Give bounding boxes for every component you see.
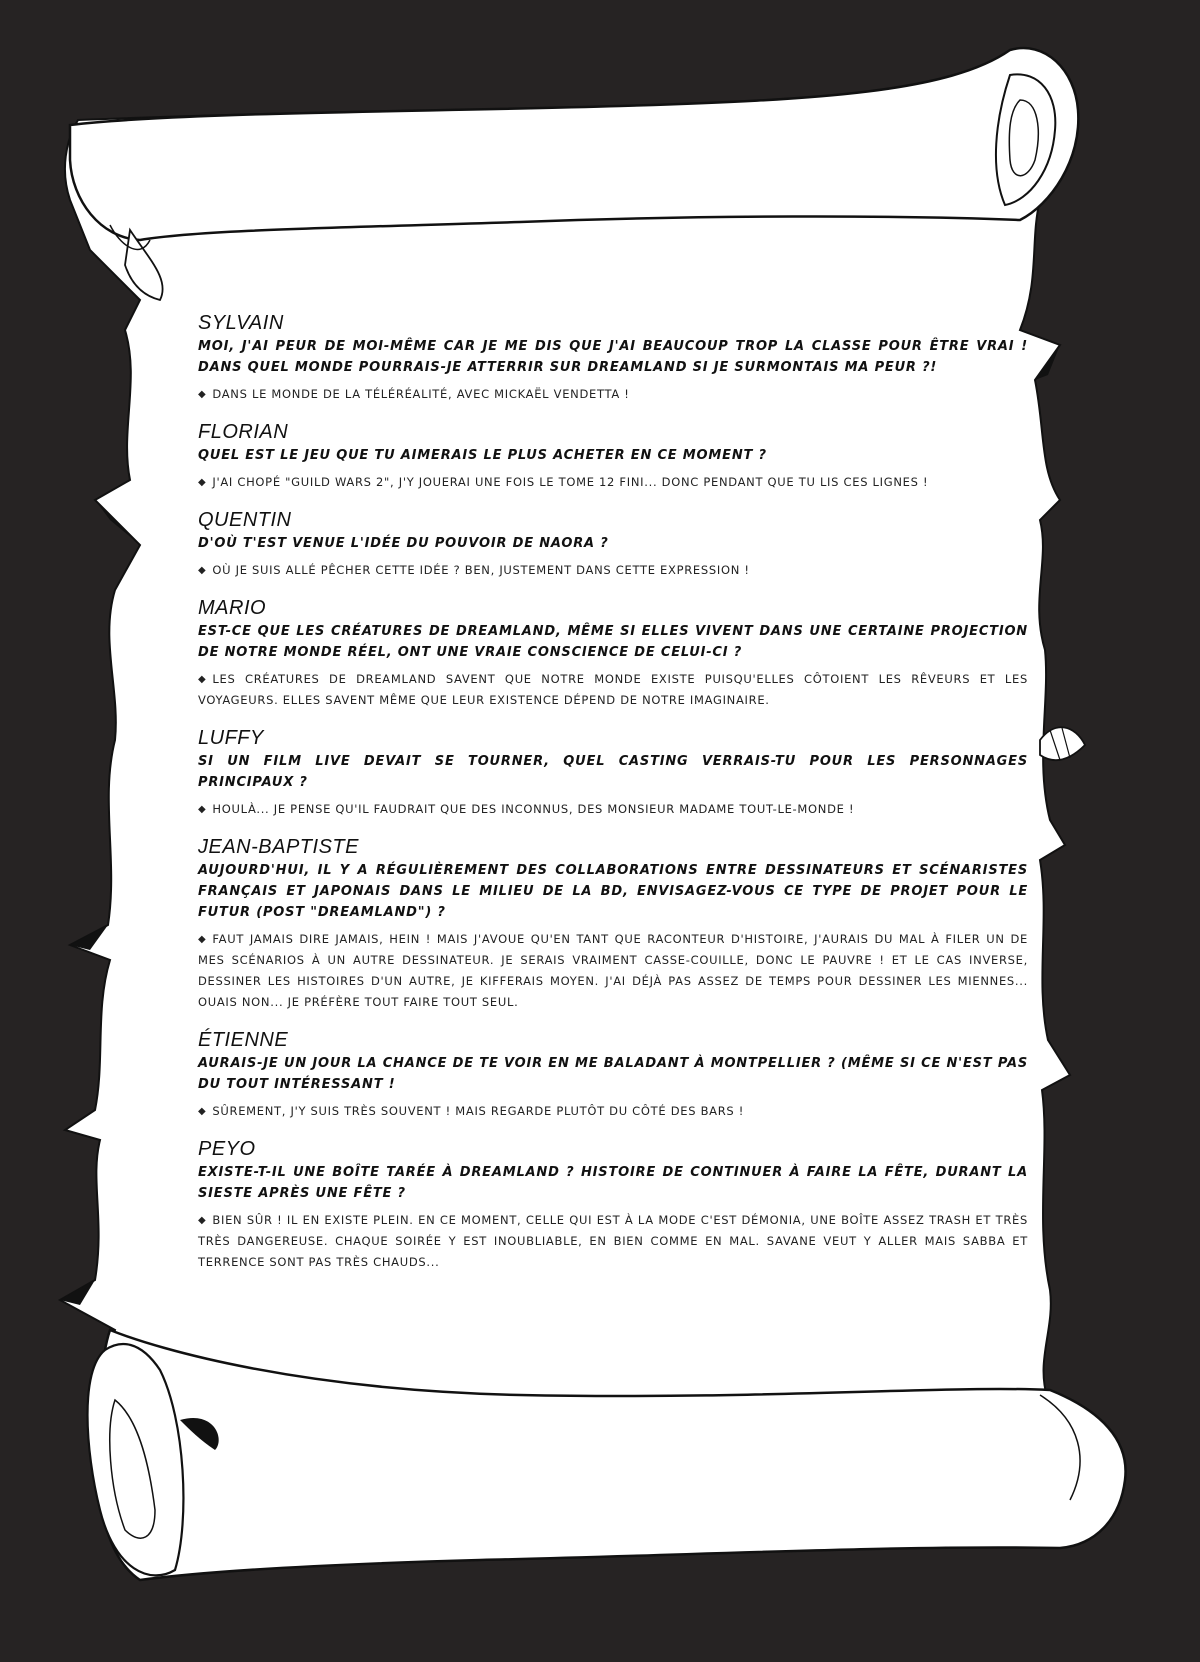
qa-entry (198, 421, 1028, 493)
qa-entry (198, 1138, 1028, 1273)
author-answer-text: BIEN SÛR ! IL EN EXISTE PLEIN. EN CE MOMENT, CELLE QUI EST À LA MODE C'EST DÉMONIA, UNE BOÎTE ASSEZ TRASH ET TRÈS TRÈS DANGEREUSE. CHAQUE SOIRÉE Y EST INOUBLIABLE, EN BIEN COMME EN MAL. SAVANE VEUT Y ALLER MAIS SABBA ET TERRENCE SONT PAS TRÈS CHAUDS... (198, 1213, 1028, 1269)
diamond-bullet-icon: ◆ (198, 389, 207, 400)
qa-entry (198, 836, 1028, 1013)
diamond-bullet-icon: ◆ (198, 1215, 207, 1226)
qa-entry (198, 597, 1028, 711)
qa-entry (198, 509, 1028, 581)
reader-question: MOI, J'AI PEUR DE MOI-MÊME CAR JE ME DIS QUE J'AI BEAUCOUP TROP LA CLASSE POUR ÊTRE VRAI ! DANS QUEL MONDE POURRAIS-JE ATTERRIR SUR DREAMLAND SI JE SURMONTAIS MA PEUR ?! (198, 339, 1028, 375)
reader-name: FLORIAN (198, 421, 289, 443)
author-answer-text: J'AI CHOPÉ "GUILD WARS 2", J'Y JOUERAI UNE FOIS LE TOME 12 FINI... DONC PENDANT QUE TU LIS CES LIGNES ! (212, 475, 929, 489)
qa-entry (198, 312, 1028, 405)
author-answer-text: OÙ JE SUIS ALLÉ PÊCHER CETTE IDÉE ? BEN, JUSTEMENT DANS CETTE EXPRESSION ! (212, 563, 750, 577)
reader-question: QUEL EST LE JEU QUE TU AIMERAIS LE PLUS ACHETER EN CE MOMENT ? (198, 448, 767, 463)
reader-question: D'OÙ T'EST VENUE L'IDÉE DU POUVOIR DE NAORA ? (198, 536, 609, 551)
reader-name: LUFFY (198, 727, 264, 749)
author-answer (198, 929, 1028, 1013)
author-answer (198, 384, 1028, 405)
author-answer-text: LES CRÉATURES DE DREAMLAND SAVENT QUE NOTRE MONDE EXISTE PUISQU'ELLES CÔTOIENT LES RÊVEURS ET LES VOYAGEURS. ELLES SAVENT MÊME QUE LEUR EXISTENCE DÉPEND DE NOTRE IMAGINAIRE. (198, 672, 1028, 707)
diamond-bullet-icon: ◆ (198, 934, 207, 945)
author-answer (198, 472, 1028, 493)
reader-question: SI UN FILM LIVE DEVAIT SE TOURNER, QUEL CASTING VERRAIS-TU POUR LES PERSONNAGES PRINCIPAUX ? (198, 754, 1028, 790)
reader-name: JEAN-BAPTISTE (198, 836, 359, 858)
reader-name: PEYO (198, 1138, 256, 1160)
author-answer-text: DANS LE MONDE DE LA TÉLÉRÉALITÉ, AVEC MICKAËL VENDETTA ! (212, 387, 630, 401)
diamond-bullet-icon: ◆ (198, 1106, 207, 1117)
reader-question: EXISTE-T-IL UNE BOÎTE TARÉE À DREAMLAND ? HISTOIRE DE CONTINUER À FAIRE LA FÊTE, DURANT LA SIESTE APRÈS UNE FÊTE ? (198, 1165, 1028, 1201)
qa-entry (198, 1029, 1028, 1122)
reader-question: AUJOURD'HUI, IL Y A RÉGULIÈREMENT DES COLLABORATIONS ENTRE DESSINATEURS ET SCÉNARISTES FRANÇAIS ET JAPONAIS DANS LE MILIEU DE LA BD, ENVISAGEZ-VOUS CE TYPE DE PROJET POUR LE FUTUR (POST "DREAMLAND") ? (198, 863, 1028, 920)
diamond-bullet-icon: ◆ (198, 477, 207, 488)
qa-entry (198, 727, 1028, 820)
author-answer (198, 560, 1028, 581)
author-answer (198, 1210, 1028, 1273)
top-scroll-roll (70, 48, 1078, 240)
author-answer (198, 799, 1028, 820)
author-answer (198, 1101, 1028, 1122)
reader-name: SYLVAIN (198, 312, 284, 334)
right-torn-flap (1040, 727, 1085, 760)
reader-name: MARIO (198, 597, 267, 619)
diamond-bullet-icon: ◆ (198, 804, 207, 815)
diamond-bullet-icon: ◆ (198, 565, 207, 576)
author-answer-text: FAUT JAMAIS DIRE JAMAIS, HEIN ! MAIS J'AVOUE QU'EN TANT QUE RACONTEUR D'HISTOIRE, J'AURAIS DU MAL À FILER UN DE MES SCÉNARIOS À UN AUTRE DESSINATEUR. JE SERAIS VRAIMENT CASSE-COUILLE, DONC LE PAUVRE ! ET LE CAS INVERSE, DESSINER LES HISTOIRES D'UN AUTRE, JE KIFFERAIS MOYEN. J'AI DÉJÀ PAS ASSEZ DE TEMPS POUR DESSINER LES MIENNES... OUAIS NON... JE PRÉFÈRE TOUT FAIRE TOUT SEUL. (198, 932, 1028, 1009)
author-answer (198, 669, 1028, 711)
reader-name: ÉTIENNE (198, 1029, 289, 1051)
qa-list (198, 312, 1028, 1289)
reader-question: EST-CE QUE LES CRÉATURES DE DREAMLAND, MÊME SI ELLES VIVENT DANS UNE CERTAINE PROJECTION DE NOTRE MONDE RÉEL, ONT UNE VRAIE CONSCIENCE DE CELUI-CI ? (198, 624, 1028, 660)
reader-name: QUENTIN (198, 509, 292, 531)
author-answer-text: SÛREMENT, J'Y SUIS TRÈS SOUVENT ! MAIS REGARDE PLUTÔT DU CÔTÉ DES BARS ! (212, 1104, 745, 1118)
author-answer-text: HOULÀ... JE PENSE QU'IL FAUDRAIT QUE DES INCONNUS, DES MONSIEUR MADAME TOUT-LE-MONDE ! (212, 802, 855, 816)
diamond-bullet-icon: ◆ (198, 674, 207, 685)
reader-question: AURAIS-JE UN JOUR LA CHANCE DE TE VOIR EN ME BALADANT À MONTPELLIER ? (MÊME SI CE N'EST PAS DU TOUT INTÉRESSANT ! (198, 1056, 1028, 1092)
